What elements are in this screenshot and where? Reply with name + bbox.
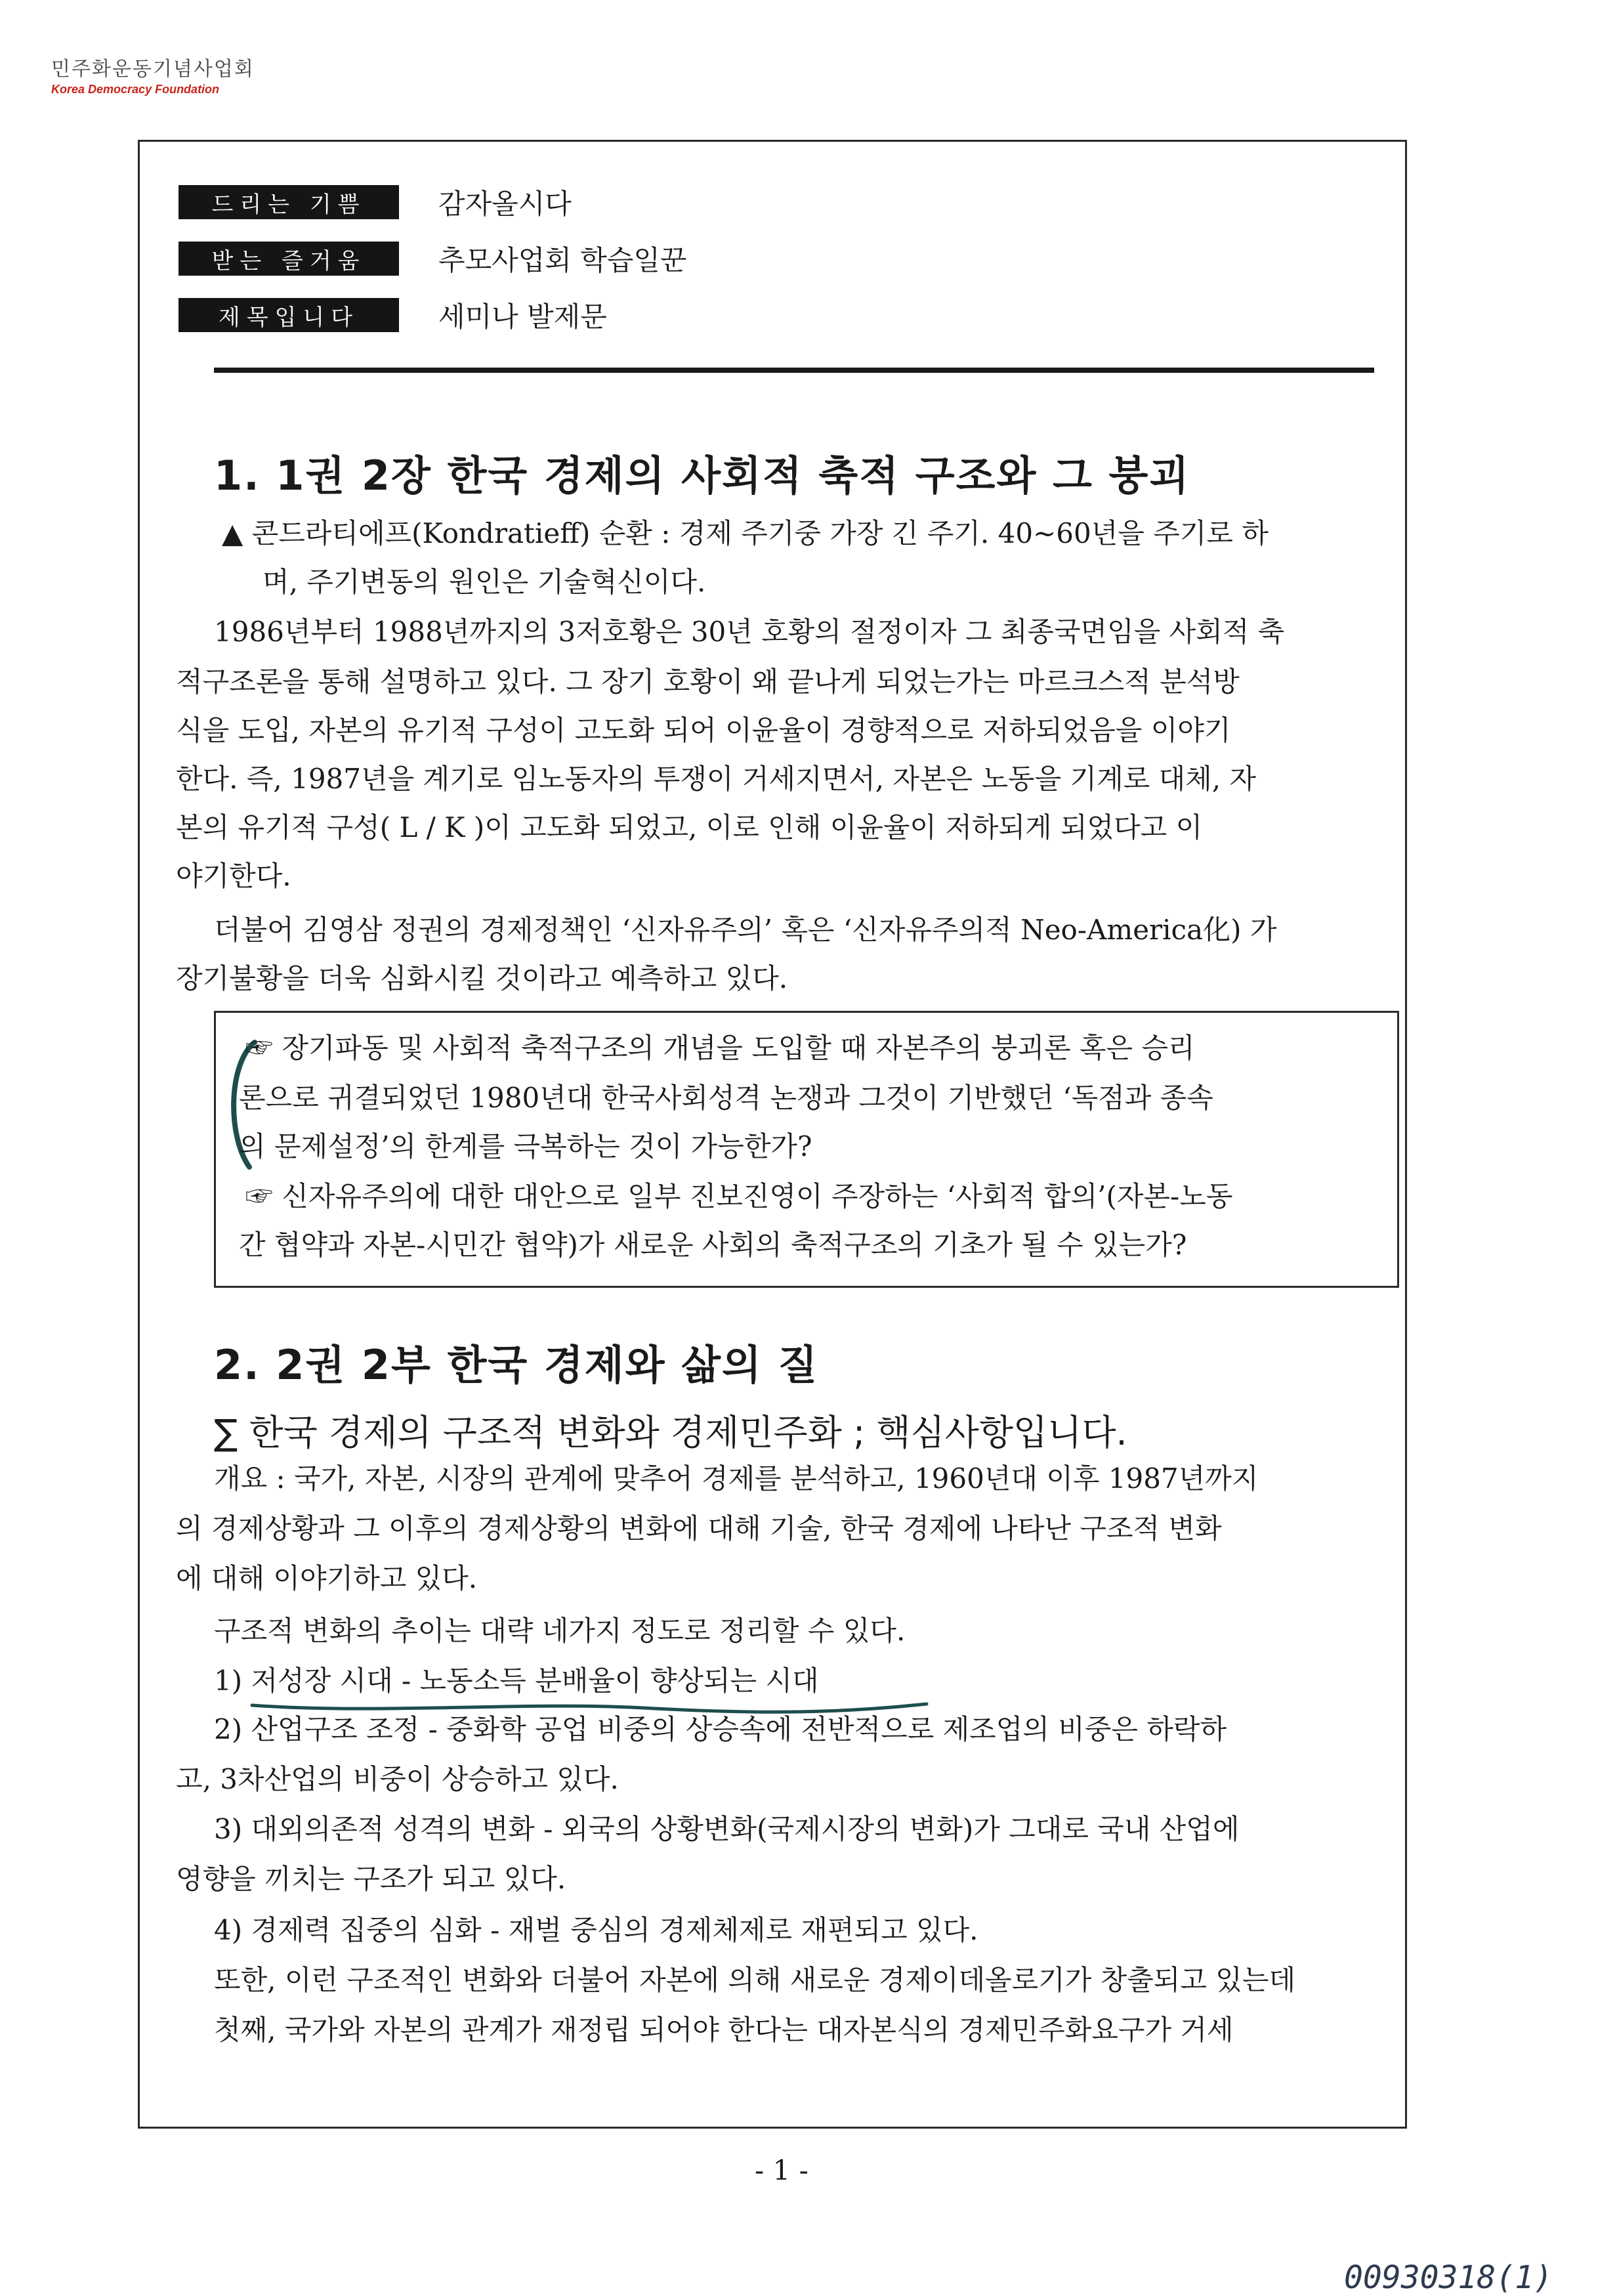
header-value: 감자올시다: [438, 188, 572, 220]
section2-subheading: ∑ 한국 경제의 구조적 변화와 경제민주화 ; 핵심사항입니다.: [214, 1412, 1127, 1453]
text-line: 더불어 김영삼 정권의 경제정책인 ‘신자유주의’ 혹은 ‘신자유주의적 Neo-America化) 가: [214, 914, 1277, 946]
text-line: 첫째, 국가와 자본의 관계가 재정립 되어야 한다는 대자본식의 경제민주화요구가 거세: [214, 2014, 1234, 2046]
text-line: 또한, 이런 구조적인 변화와 더불어 자본에 의해 새로운 경제이데올로기가 창출되고 있는데: [214, 1964, 1296, 1996]
text-line: 4) 경제력 집중의 심화 - 재벌 중심의 경제체제로 재편되고 있다.: [214, 1914, 978, 1946]
header-label: 받는 즐거움: [178, 242, 399, 276]
question-line: 론으로 귀결되었던 1980년대 한국사회성격 논쟁과 그것이 기반했던 ‘독점과 종속: [239, 1082, 1213, 1114]
header-label: 제목입니다: [178, 298, 399, 332]
text-line: 개요 : 국가, 자본, 시장의 관계에 맞추어 경제를 분석하고, 1960년대 이후 1987년까지: [214, 1462, 1259, 1495]
handwritten-document-id: 00930318(1): [1344, 2259, 1553, 2296]
page-number: - 1 -: [755, 2154, 808, 2186]
header-divider: [214, 368, 1374, 373]
question-line: ☞ 장기파동 및 사회적 축적구조의 개념을 도입할 때 자본주의 붕괴론 혹은 승리: [245, 1032, 1195, 1064]
text-line: 고, 3차산업의 비중이 상승하고 있다.: [176, 1763, 619, 1795]
section2-heading: 2. 2권 2부 한국 경제와 삶의 질: [214, 1341, 819, 1389]
text-line: 구조적 변화의 추이는 대략 네가지 정도로 정리할 수 있다.: [214, 1615, 906, 1647]
text-line: 의 경제상황과 그 이후의 경제상황의 변화에 대해 기술, 한국 경제에 나타난 구조적 변화: [176, 1512, 1222, 1544]
question-line: ☞ 신자유주의에 대한 대안으로 일부 진보진영이 주장하는 ‘사회적 합의’(자본-노동: [245, 1180, 1233, 1212]
text-line: 3) 대외의존적 성격의 변화 - 외국의 상황변화(국제시장의 변화)가 그대로 국내 산업에: [214, 1813, 1240, 1845]
text-line: 한다. 즉, 1987년을 계기로 임노동자의 투쟁이 거세지면서, 자본은 노동을 기계로 대체, 자: [176, 763, 1257, 795]
text-line: 장기불황을 더욱 심화시킬 것이라고 예측하고 있다.: [176, 962, 788, 994]
text-line: 며, 주기변동의 원인은 기술혁신이다.: [262, 566, 706, 598]
text-line: 영향을 끼치는 구조가 되고 있다.: [176, 1863, 566, 1895]
logo-english: Korea Democracy Foundation: [51, 83, 220, 96]
text-line: 야기한다.: [176, 860, 291, 892]
header-row-giver: [178, 184, 572, 221]
question-line: 간 협약과 자본-시민간 협약)가 새로운 사회의 축적구조의 기초가 될 수 있는가?: [239, 1229, 1187, 1261]
logo-korean: 민주화운동기념사업회: [51, 58, 255, 81]
header-label: 드리는 기쁨: [178, 185, 399, 219]
text-line: 식을 도입, 자본의 유기적 구성이 고도화 되어 이윤율이 경향적으로 저하되었음을 이야기: [176, 714, 1231, 746]
text-line: 1) 저성장 시대 - 노동소득 분배율이 향상되는 시대: [214, 1665, 819, 1697]
header-value: 세미나 발제문: [438, 301, 607, 333]
header-row-receiver: [178, 240, 687, 277]
text-line: 1986년부터 1988년까지의 3저호황은 30년 호황의 절정이자 그 최종국면임을 사회적 축: [214, 616, 1285, 648]
header-row-title: [178, 297, 607, 333]
section1-heading: 1. 1권 2장 한국 경제의 사회적 축적 구조와 그 붕괴: [214, 452, 1190, 500]
header-value: 추모사업회 학습일꾼: [438, 244, 687, 276]
text-line: 에 대해 이야기하고 있다.: [176, 1562, 478, 1594]
text-line: 2) 산업구조 조정 - 중화학 공업 비중의 상승속에 전반적으로 제조업의 비중은 하락하: [214, 1713, 1227, 1745]
question-line: 의 문제설정’의 한계를 극복하는 것이 가능한가?: [239, 1130, 812, 1162]
text-line: 본의 유기적 구성( L / K )이 고도화 되었고, 이로 인해 이윤율이 저하되게 되었다고 이: [176, 811, 1203, 843]
foundation-logo: [51, 53, 255, 96]
text-line: 적구조론을 통해 설명하고 있다. 그 장기 호황이 왜 끝나게 되었는가는 마르크스적 분석방: [176, 666, 1240, 698]
text-line: ▲ 콘드라티에프(Kondratieff) 순환 : 경제 주기중 가장 긴 주기. 40~60년을 주기로 하: [222, 517, 1269, 549]
